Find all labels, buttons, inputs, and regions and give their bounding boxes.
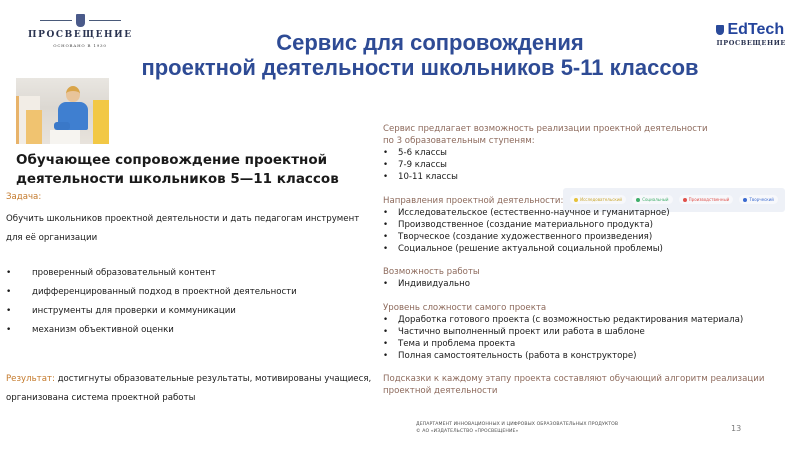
slide-title [0, 30, 800, 80]
directions-list [383, 207, 793, 256]
research-icon [574, 198, 578, 202]
grade-item: • 10-11 классы [383, 171, 793, 183]
grades-list [383, 147, 793, 184]
complexity-item: • Тема и проблема проекта [383, 338, 793, 350]
tag-social: Социальный [632, 195, 672, 204]
right-column [383, 123, 793, 397]
tag-research: Исследовательский [570, 195, 626, 204]
complexity-item: • Полная самостоятельность (работа в конструкторе) [383, 350, 793, 362]
footer-note [416, 421, 618, 435]
features-list [6, 264, 376, 340]
work-modes-list [383, 278, 793, 290]
complexity-item: • Доработка готового проекта (с возможностью редактирования материала) [383, 314, 793, 326]
tag-production: Производственный [679, 195, 734, 204]
grade-item: • 7-9 классы [383, 159, 793, 171]
creative-icon [743, 198, 747, 202]
logo-divider [89, 20, 121, 21]
result-text: достигнуты образовательные результаты, мотивированы учащиеся, организована система проектной работы [6, 374, 372, 403]
task-text: Обучить школьников проектной деятельности и дать педагогам инструмент для её организации [6, 214, 360, 243]
task-label: Задача: [6, 192, 42, 202]
footer-copyright: © АО «ИЗДАТЕЛЬСТВО «ПРОСВЕЩЕНИЕ» [416, 429, 519, 434]
hints-text: Подсказки к каждому этапу проекта составляют обучающий алгоритм реализации проектной деятельности [383, 374, 765, 397]
result-label: Результат: [6, 374, 55, 384]
share-icon [636, 198, 640, 202]
left-heading: Обучающее сопровождение проектной деятельности школьников 5—11 классов [16, 152, 339, 187]
complexity-label: Уровень сложности самого проекта [383, 302, 547, 313]
shield-icon [76, 14, 85, 27]
logo-divider [40, 20, 72, 21]
feature-item: • дифференцированный подход в проектной деятельности [6, 283, 376, 302]
feature-item: • проверенный образовательный контент [6, 264, 376, 283]
slide-title-line1: Сервис для сопровождения [276, 30, 584, 55]
logo-brand-text: ПРОСВЕЩЕНИЕ [28, 30, 133, 40]
complexity-item: • Частично выполненный проект или работа в шаблоне [383, 326, 793, 338]
directions-label: Направления проектной деятельности: [383, 195, 564, 206]
feature-item: • инструменты для проверки и коммуникации [6, 302, 376, 321]
work-mode-item: • Индивидуально [383, 278, 793, 290]
feature-item: • механизм объективной оценки [6, 321, 376, 340]
direction-item: • Исследовательское (естественно-научное и гуманитарное) [383, 207, 793, 219]
complexity-list [383, 314, 793, 363]
intro-line1: Сервис предлагает возможность реализации проектной деятельности [383, 124, 708, 134]
tag-creative: Творческий [739, 195, 777, 204]
footer-department: ДЕПАРТАМЕНТ ИННОВАЦИОННЫХ И ЦИФРОВЫХ ОБРАЗОВАТЕЛЬНЫХ ПРОДУКТОВ [416, 422, 619, 427]
direction-item: • Творческое (создание художественного произведения) [383, 231, 793, 243]
intro-line2: по 3 образовательным ступеням: [383, 136, 535, 146]
direction-item: • Социальное (решение актуальной социальной проблемы) [383, 243, 793, 255]
work-label: Возможность работы [383, 267, 480, 278]
slide-title-line2: проектной деятельности школьников 5-11 классов [141, 55, 699, 80]
page-number: 13 [731, 424, 742, 433]
result-paragraph [6, 370, 376, 408]
edtech-logo-subtext: ПРОСВЕЩЕНИЕ [716, 39, 786, 47]
grade-item: • 5-6 классы [383, 147, 793, 159]
direction-item: • Производственное (создание материального продукта) [383, 219, 793, 231]
student-photo [16, 78, 109, 144]
edtech-logo-text: EdTech [727, 21, 785, 38]
gear-icon [683, 198, 687, 202]
logo-since-text: ОСНОВАНО В 1930 [53, 43, 107, 48]
